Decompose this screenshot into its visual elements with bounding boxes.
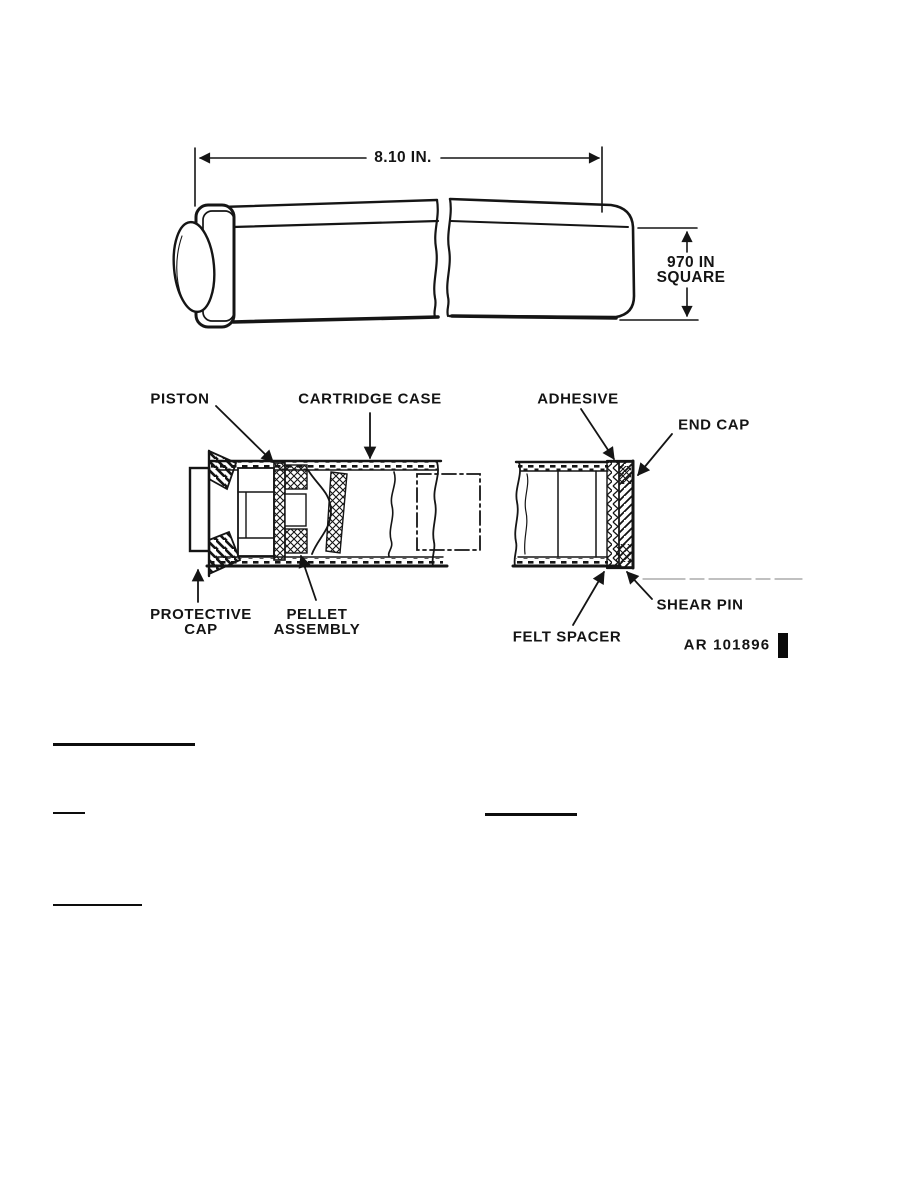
label-felt-spacer: FELT SPACER bbox=[512, 628, 622, 646]
tube-top-front-edge bbox=[233, 221, 438, 227]
tube-front-top-edge-2 bbox=[451, 221, 628, 227]
liner-strip bbox=[326, 472, 347, 553]
shear-pin-top bbox=[619, 466, 631, 484]
end-cap-leader bbox=[638, 434, 672, 475]
tube-break-edge-right bbox=[447, 199, 451, 316]
label-protective-cap-line1: PROTECTIVE bbox=[150, 606, 252, 623]
hidden-detail-outline bbox=[417, 474, 480, 550]
top-view-drawing bbox=[170, 147, 698, 327]
cross-section-drawing bbox=[190, 406, 802, 625]
piston-leader bbox=[216, 406, 273, 462]
adhesive-leader bbox=[581, 409, 614, 459]
tube-bottom-edge-2 bbox=[452, 316, 616, 318]
blank-heading-rule-3 bbox=[485, 813, 577, 816]
protective-cap-section bbox=[190, 468, 209, 551]
piston-section bbox=[274, 463, 285, 560]
edge-index-marker bbox=[778, 633, 788, 658]
tube-bottom-edge bbox=[233, 317, 438, 322]
label-end-cap: END CAP bbox=[678, 416, 750, 434]
label-pellet-assembly-line2: ASSEMBLY bbox=[273, 621, 361, 638]
figure-number: AR 101896 bbox=[683, 636, 771, 654]
pellet-block-bottom bbox=[285, 529, 307, 553]
crimp-wedge-top bbox=[209, 451, 236, 489]
tube-break-edge-left bbox=[434, 200, 438, 317]
tube-top-back-edge bbox=[221, 200, 437, 207]
label-cartridge-case: CARTRIDGE CASE bbox=[298, 390, 442, 408]
pellet-window bbox=[285, 494, 306, 526]
blank-heading-rule-4 bbox=[53, 904, 142, 906]
label-shear-pin: SHEAR PIN bbox=[656, 596, 744, 614]
square-dimension-line1: 970 IN bbox=[666, 254, 716, 271]
tube-right-end bbox=[450, 199, 634, 317]
crimp-wedge-bottom bbox=[209, 532, 240, 574]
label-protective-cap bbox=[150, 607, 252, 637]
section-break-right-2 bbox=[525, 474, 528, 554]
case-wall-top-right bbox=[518, 463, 608, 471]
length-dimension-label: 8.10 IN. bbox=[374, 149, 432, 166]
charge-wavy-line bbox=[389, 472, 395, 556]
label-pellet-assembly-line1: PELLET bbox=[286, 606, 348, 623]
shear-pin-bottom bbox=[616, 544, 631, 562]
label-piston: PISTON bbox=[150, 390, 210, 408]
blank-heading-rule-1 bbox=[53, 743, 195, 746]
blank-heading-rule-2 bbox=[53, 812, 85, 814]
label-adhesive: ADHESIVE bbox=[537, 390, 619, 408]
label-protective-cap-line2: CAP bbox=[184, 621, 218, 638]
pellet-block-top bbox=[285, 465, 307, 489]
square-dimension-label bbox=[657, 255, 726, 285]
section-break-right bbox=[515, 462, 521, 566]
piston-head bbox=[238, 468, 274, 556]
label-pellet-assembly bbox=[274, 607, 361, 637]
felt-spacer-leader bbox=[573, 572, 604, 625]
square-dimension-line2: SQUARE bbox=[656, 269, 726, 286]
shear-pin-leader bbox=[627, 572, 652, 599]
